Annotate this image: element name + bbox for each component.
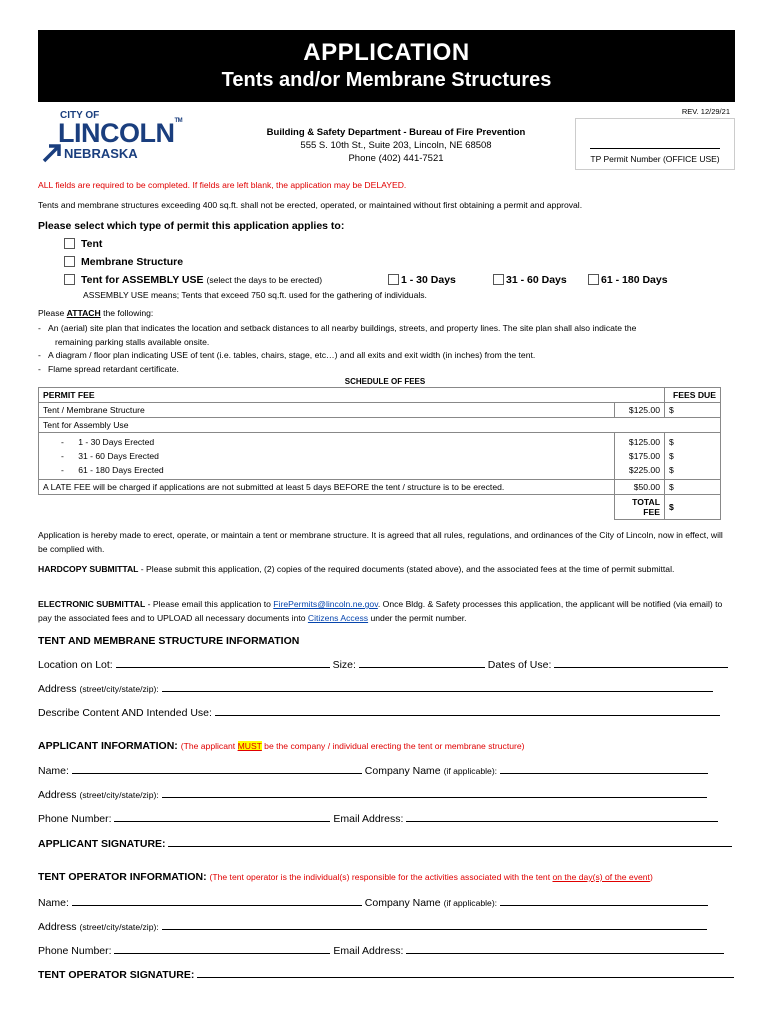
revision-date: REV. 12/29/21: [681, 107, 730, 116]
required-notice: ALL fields are required to be completed. If fields are left blank, the application may be DELAYED.: [38, 180, 407, 190]
permit-number-label: TP Permit Number (OFFICE USE): [590, 154, 720, 164]
attach-intro: Please ATTACH the following:: [38, 308, 154, 318]
department-info: [210, 126, 582, 165]
row-assembly-label: Tent for Assembly Use: [39, 418, 721, 433]
operator-signature-row: TENT OPERATOR SIGNATURE:: [38, 968, 734, 981]
schedule-title: SCHEDULE OF FEES: [344, 377, 426, 386]
applicant-name-field[interactable]: [72, 764, 362, 774]
option-days-2: 31 - 60 Days: [493, 274, 567, 286]
logo-city-of: CITY OF: [60, 110, 100, 121]
email-link[interactable]: FirePermits@lincoln.ne.gov: [273, 599, 378, 609]
row-assembly-due[interactable]: $ $ $: [665, 433, 721, 480]
total-fee-due[interactable]: $: [665, 495, 721, 520]
agreement-text: Application is hereby made to erect, operate, or maintain a tent or membrane structure. It is agreed that all rules, regulations, and ordinances of the City of Lincoln, now in effect, will be complied with.: [38, 530, 723, 554]
applicant-signature-row: APPLICANT SIGNATURE:: [38, 837, 732, 850]
row-tent-amount: $125.00: [615, 403, 665, 418]
page-title: APPLICATION: [303, 39, 470, 66]
row-tent-due[interactable]: $: [665, 403, 721, 418]
option-tent: Tent: [64, 238, 102, 250]
page-subtitle: Tents and/or Membrane Structures: [221, 69, 552, 91]
col-fees-due: FEES DUE: [665, 388, 721, 403]
assembly-note: (select the days to be erected): [206, 275, 323, 285]
permit-number-box: [575, 118, 735, 170]
applicant-name-row: Name: Company Name (if applicable):: [38, 764, 708, 777]
assembly-definition: ASSEMBLY USE means; Tents that exceed 750 sq.ft. used for the gathering of individuals.: [83, 290, 427, 300]
operator-email-field[interactable]: [406, 944, 724, 954]
operator-name-row: Name: Company Name (if applicable):: [38, 896, 708, 909]
attach-list: [38, 322, 738, 376]
applicant-address-row: Address (street/city/state/zip):: [38, 788, 707, 801]
operator-phone-row: Phone Number: Email Address:: [38, 944, 724, 957]
membrane-checkbox[interactable]: [64, 256, 75, 267]
city-logo: [40, 110, 190, 162]
attach-item-diagram: - A diagram / floor plan indicating USE of tent (i.e. tables, chairs, stage, etc…) and all exits and exit width (in inches) from the tent.: [38, 350, 536, 360]
operator-address-field[interactable]: [162, 920, 707, 930]
applicant-address-field[interactable]: [162, 788, 707, 798]
assembly-checkbox[interactable]: [64, 274, 75, 285]
operator-signature-field[interactable]: [197, 968, 734, 978]
operator-phone-field[interactable]: [114, 944, 330, 954]
option-membrane: Membrane Structure: [64, 256, 183, 268]
option-assembly: Tent for ASSEMBLY USE (select the days to be erected): [64, 274, 322, 286]
days-1-checkbox[interactable]: [388, 274, 399, 285]
describe-field[interactable]: [215, 706, 720, 716]
tent-address-field[interactable]: [162, 682, 713, 692]
exceeding-notice: Tents and membrane structures exceeding 400 sq.ft. shall not be erected, operated, or maintained without first obtaining a permit and approval.: [38, 200, 583, 210]
row-late-label: A LATE FEE will be charged if applications are not submitted at least 5 days BEFORE the tent / structure is to be erected.: [39, 480, 615, 495]
operator-name-field[interactable]: [72, 896, 362, 906]
attach-item-site-plan: - An (aerial) site plan that indicates the location and setback distances to all nearby buildings, streets, and property lines. The site plan shall also indicate the: [38, 323, 637, 333]
row-assembly-days: - 1 - 30 Days Erected - 31 - 60 Days Erected - 61 - 180 Days Erected: [39, 433, 615, 480]
applicant-phone-field[interactable]: [114, 812, 330, 822]
days-3-checkbox[interactable]: [588, 274, 599, 285]
applicant-email-field[interactable]: [406, 812, 718, 822]
attach-item-flame: - Flame spread retardant certificate.: [38, 363, 179, 374]
attach-item-site-plan-cont: remaining parking stalls available onsite.: [55, 336, 210, 347]
tent-checkbox[interactable]: [64, 238, 75, 249]
row-assembly-amounts: $125.00 $175.00 $225.00: [615, 433, 665, 480]
hardcopy-submittal: HARDCOPY SUBMITTAL - Please submit this application, (2) copies of the required documents (stated above), and the associated fees at the time of permit submittal.: [38, 564, 675, 574]
logo-arrow-icon: [42, 143, 64, 163]
applicant-company-field[interactable]: [500, 764, 708, 774]
permit-number-field[interactable]: [590, 148, 720, 149]
option-days-3: 61 - 180 Days: [588, 274, 668, 286]
department-phone: Phone (402) 441-7521: [348, 153, 444, 164]
applicant-title-row: APPLICANT INFORMATION: (The applicant MUST be the company / individual erecting the tent or membrane structure): [38, 740, 525, 752]
fee-table: [38, 387, 721, 520]
operator-company-field[interactable]: [500, 896, 708, 906]
tent-location-row: Location on Lot: Size: Dates of Use:: [38, 658, 728, 671]
applicant-signature-field[interactable]: [168, 837, 732, 847]
row-late-amount: $50.00: [615, 480, 665, 495]
dates-field[interactable]: [554, 658, 728, 668]
logo-nebraska: NEBRASKA: [64, 146, 138, 161]
citizens-access-link[interactable]: Citizens Access: [307, 612, 369, 623]
location-field[interactable]: [116, 658, 330, 668]
operator-title-row: TENT OPERATOR INFORMATION: (The tent operator is the individual(s) responsible for the activities associated with the tent on the day(s) of the event): [38, 871, 653, 883]
total-fee-label: TOTAL FEE: [615, 495, 665, 520]
logo-lincoln: LINCOLN™: [58, 118, 183, 148]
applicant-phone-row: Phone Number: Email Address:: [38, 812, 718, 825]
days-2-checkbox[interactable]: [493, 274, 504, 285]
col-permit-fee: PERMIT FEE: [39, 388, 665, 403]
department-address: 555 S. 10th St., Suite 203, Lincoln, NE 68508: [300, 140, 492, 151]
permit-type-question: Please select which type of permit this application applies to:: [38, 220, 345, 232]
tent-info-title: TENT AND MEMBRANE STRUCTURE INFORMATION: [38, 635, 300, 647]
title-banner: [38, 30, 735, 102]
department-name: Building & Safety Department - Bureau of Fire Prevention: [266, 127, 526, 138]
electronic-submittal: ELECTRONIC SUBMITTAL - Please email this application to FirePermits@lincoln.ne.gov. Once Bldg. & Safety processes this application, the applicant will be notified (via email) to pay the associated fees and to UPLOAD all necessary documents into Citizens Access under the permit number.: [38, 599, 723, 623]
size-field[interactable]: [359, 658, 485, 668]
row-late-due[interactable]: $: [665, 480, 721, 495]
tent-address-row: Address (street/city/state/zip):: [38, 682, 713, 695]
operator-address-row: Address (street/city/state/zip):: [38, 920, 707, 933]
tent-describe-row: Describe Content AND Intended Use:: [38, 706, 720, 719]
option-days-1: 1 - 30 Days: [388, 274, 456, 286]
row-tent-label: Tent / Membrane Structure: [39, 403, 615, 418]
